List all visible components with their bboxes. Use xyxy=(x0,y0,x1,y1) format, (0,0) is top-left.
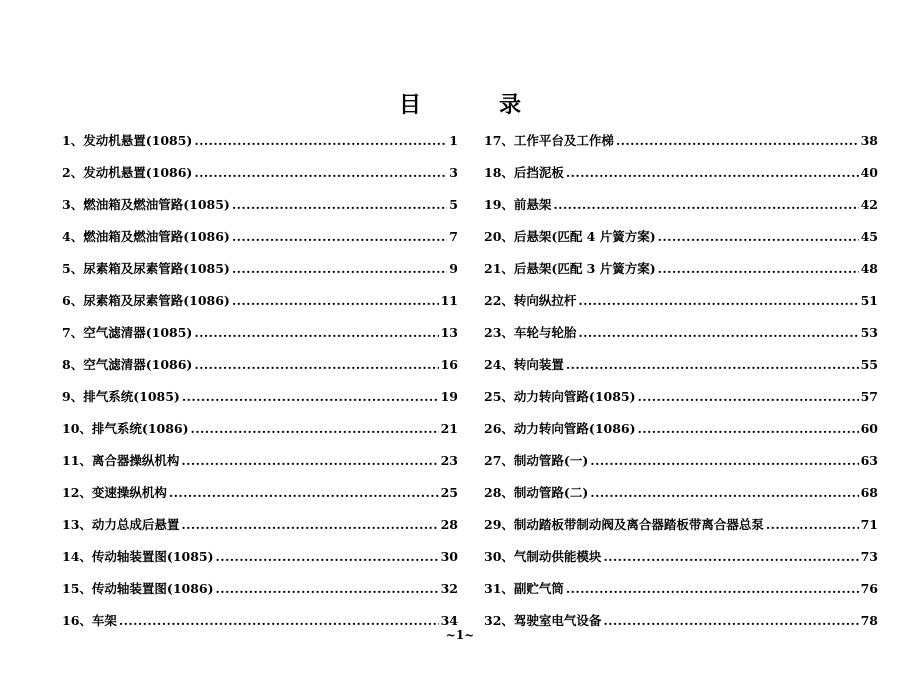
toc-dot-leader xyxy=(566,581,859,597)
toc-entry[interactable] xyxy=(62,217,458,249)
toc-entry[interactable] xyxy=(484,537,878,569)
toc-entry[interactable] xyxy=(62,281,458,313)
toc-entry-number: 1、 xyxy=(62,133,84,148)
toc-entry[interactable] xyxy=(62,185,458,217)
toc-entry-page: 23 xyxy=(440,453,458,468)
toc-entry-title: 燃油箱及燃油管路(1085) xyxy=(83,197,230,212)
toc-entry-number: 9、 xyxy=(62,389,84,404)
toc-entry-title: 变速操纵机构 xyxy=(91,485,167,500)
toc-entry-title: 后挡泥板 xyxy=(513,165,564,180)
toc-entry-title: 气制动供能模块 xyxy=(513,549,602,564)
toc-entry-number: 8、 xyxy=(62,357,84,372)
toc-entry-title: 车架 xyxy=(91,613,117,628)
toc-entry-page: 3 xyxy=(449,165,458,180)
toc-entry-page: 42 xyxy=(860,197,878,212)
toc-dot-leader xyxy=(194,133,447,149)
toc-entry-page: 45 xyxy=(860,229,878,244)
toc-dot-leader xyxy=(638,389,859,405)
toc-entry-title: 尿素箱及尿素管路(1086) xyxy=(83,293,230,308)
toc-dot-leader xyxy=(232,293,439,309)
toc-dot-leader xyxy=(216,549,439,565)
toc-entry-title: 车轮与轮胎 xyxy=(513,325,577,340)
toc-dot-leader xyxy=(191,421,439,437)
toc-entry-title: 动力转向管路(1085) xyxy=(513,389,636,404)
toc-entry-title: 排气系统(1085) xyxy=(83,389,180,404)
toc-entry-page: 5 xyxy=(449,197,458,212)
toc-entry-page: 13 xyxy=(440,325,458,340)
toc-entry[interactable] xyxy=(62,569,458,601)
toc-entry-page: 55 xyxy=(860,357,878,372)
toc-entry-title: 传动轴装置图(1085) xyxy=(91,549,214,564)
toc-entry-page: 16 xyxy=(440,357,458,372)
toc-dot-leader xyxy=(766,517,859,533)
toc-entry[interactable] xyxy=(62,505,458,537)
toc-entry-number: 3、 xyxy=(62,197,84,212)
toc-entry[interactable] xyxy=(484,217,878,249)
toc-dot-leader xyxy=(658,229,859,245)
toc-dot-leader xyxy=(638,421,859,437)
toc-entry[interactable] xyxy=(484,121,878,153)
toc-entry-number: 20、 xyxy=(484,229,514,244)
toc-dot-leader xyxy=(553,197,858,213)
toc-entry-page: 60 xyxy=(860,421,878,436)
toc-entry-page: 76 xyxy=(860,581,878,596)
toc-entry-number: 13、 xyxy=(62,517,92,532)
toc-entry-title: 传动轴装置图(1086) xyxy=(91,581,214,596)
toc-entry-number: 6、 xyxy=(62,293,84,308)
toc-entry[interactable] xyxy=(484,313,878,345)
toc-entry-title: 空气滤清器(1085) xyxy=(83,325,193,340)
toc-entry-page: 7 xyxy=(449,229,458,244)
toc-dot-leader xyxy=(194,357,438,373)
toc-entry-number: 32、 xyxy=(484,613,514,628)
toc-entry-number: 18、 xyxy=(484,165,514,180)
toc-entry[interactable] xyxy=(484,473,878,505)
toc-entry-title: 后悬架(匹配 4 片簧方案) xyxy=(513,229,656,244)
toc-entry-title: 燃油箱及燃油管路(1086) xyxy=(83,229,230,244)
toc-entry-page: 73 xyxy=(860,549,878,564)
toc-entry-title: 空气滤清器(1086) xyxy=(83,357,193,372)
toc-dot-leader xyxy=(232,261,447,277)
toc-right-column xyxy=(484,121,878,633)
toc-dot-leader xyxy=(232,229,447,245)
toc-entry-number: 21、 xyxy=(484,261,514,276)
toc-entry-number: 30、 xyxy=(484,549,514,564)
toc-entry-title: 发动机悬置(1086) xyxy=(83,165,193,180)
toc-entry[interactable] xyxy=(62,249,458,281)
toc-entry-page: 9 xyxy=(449,261,458,276)
toc-entry-number: 26、 xyxy=(484,421,514,436)
toc-entry-page: 53 xyxy=(860,325,878,340)
toc-dot-leader xyxy=(181,453,438,469)
toc-entry-number: 14、 xyxy=(62,549,92,564)
toc-dot-leader xyxy=(658,261,859,277)
toc-dot-leader xyxy=(566,357,859,373)
page-title: 目 录 xyxy=(398,92,549,118)
toc-entry-page: 78 xyxy=(860,613,878,628)
toc-entry[interactable] xyxy=(484,409,878,441)
toc-entry-page: 40 xyxy=(860,165,878,180)
toc-entry[interactable] xyxy=(484,569,878,601)
toc-entry[interactable] xyxy=(484,281,878,313)
toc-dot-leader xyxy=(181,517,438,533)
toc-entry-title: 副贮气筒 xyxy=(513,581,564,596)
toc-entry-number: 27、 xyxy=(484,453,514,468)
toc-entry[interactable] xyxy=(62,409,458,441)
toc-entry-title: 制动踏板带制动阀及离合器踏板带离合器总泵 xyxy=(513,517,764,532)
toc-entry-page: 32 xyxy=(440,581,458,596)
toc-entry-number: 23、 xyxy=(484,325,514,340)
toc-entry-title: 发动机悬置(1085) xyxy=(83,133,193,148)
toc-entry-page: 68 xyxy=(860,485,878,500)
toc-entry-page: 34 xyxy=(440,613,458,628)
toc-entry-page: 11 xyxy=(440,293,458,308)
toc-entry-title: 制动管路(一) xyxy=(513,453,589,468)
toc-entry-number: 10、 xyxy=(62,421,92,436)
page-number: ~1~ xyxy=(445,628,475,642)
toc-entry[interactable] xyxy=(62,153,458,185)
toc-entry[interactable] xyxy=(62,377,458,409)
toc-dot-leader xyxy=(182,389,439,405)
toc-entry-title: 排气系统(1086) xyxy=(91,421,189,436)
toc-entry-number: 12、 xyxy=(62,485,92,500)
toc-entry-number: 5、 xyxy=(62,261,84,276)
toc-entry-title: 驾驶室电气设备 xyxy=(513,613,602,628)
toc-dot-leader xyxy=(169,485,439,501)
toc-dot-leader xyxy=(119,613,439,629)
toc-entry-number: 4、 xyxy=(62,229,84,244)
toc-entry-title: 后悬架(匹配 3 片簧方案) xyxy=(513,261,656,276)
toc-entry[interactable] xyxy=(62,313,458,345)
toc-entry-title: 动力总成后悬置 xyxy=(91,517,180,532)
toc-entry-page: 51 xyxy=(860,293,878,308)
toc-entry-title: 尿素箱及尿素管路(1085) xyxy=(83,261,230,276)
toc-entry[interactable] xyxy=(484,153,878,185)
toc-entry[interactable] xyxy=(484,377,878,409)
toc-dot-leader xyxy=(578,325,858,341)
toc-entry-number: 17、 xyxy=(484,133,514,148)
toc-entry-number: 28、 xyxy=(484,485,514,500)
toc-dot-leader xyxy=(232,197,447,213)
toc-entry-number: 11、 xyxy=(62,453,92,468)
toc-entry-number: 15、 xyxy=(62,581,92,596)
toc-entry-page: 71 xyxy=(860,517,878,532)
toc-entry-page: 57 xyxy=(860,389,878,404)
toc-entry[interactable] xyxy=(62,473,458,505)
toc-entry-page: 1 xyxy=(449,133,458,148)
toc-entry-number: 2、 xyxy=(62,165,84,180)
toc-entry-page: 25 xyxy=(440,485,458,500)
toc-entry[interactable] xyxy=(62,537,458,569)
toc-entry-page: 63 xyxy=(860,453,878,468)
toc-entry-number: 16、 xyxy=(62,613,92,628)
toc-dot-leader xyxy=(566,165,859,181)
toc-entry-number: 24、 xyxy=(484,357,514,372)
toc-dot-leader xyxy=(194,165,447,181)
toc-entry-number: 7、 xyxy=(62,325,84,340)
toc-entry[interactable] xyxy=(484,249,878,281)
toc-dot-leader xyxy=(603,613,858,629)
toc-entry[interactable] xyxy=(484,345,878,377)
toc-entry-number: 29、 xyxy=(484,517,514,532)
toc-entry-number: 22、 xyxy=(484,293,514,308)
toc-entry[interactable] xyxy=(484,505,878,537)
toc-left-column xyxy=(62,121,458,633)
toc-entry-page: 19 xyxy=(440,389,458,404)
toc-entry[interactable] xyxy=(62,345,458,377)
toc-entry-number: 25、 xyxy=(484,389,514,404)
toc-dot-leader xyxy=(194,325,438,341)
toc-entry[interactable] xyxy=(484,185,878,217)
toc-entry[interactable] xyxy=(62,121,458,153)
toc-entry-title: 工作平台及工作梯 xyxy=(513,133,614,148)
toc-entry-page: 21 xyxy=(440,421,458,436)
toc-entry-page: 48 xyxy=(860,261,878,276)
toc-dot-leader xyxy=(590,453,858,469)
toc-entry-number: 31、 xyxy=(484,581,514,596)
toc-dot-leader xyxy=(603,549,858,565)
toc-entry-title: 离合器操纵机构 xyxy=(91,453,180,468)
toc-entry-title: 转向纵拉杆 xyxy=(513,293,577,308)
toc-entry-page: 38 xyxy=(860,133,878,148)
toc-dot-leader xyxy=(616,133,859,149)
toc-dot-leader xyxy=(590,485,858,501)
toc-entry-page: 30 xyxy=(440,549,458,564)
toc-entry[interactable] xyxy=(484,441,878,473)
toc-entry-number: 19、 xyxy=(484,197,514,212)
toc-dot-leader xyxy=(216,581,439,597)
toc-entry-title: 制动管路(二) xyxy=(513,485,589,500)
toc-entry[interactable] xyxy=(62,441,458,473)
toc-entry-page: 28 xyxy=(440,517,458,532)
toc-entry-title: 动力转向管路(1086) xyxy=(513,421,636,436)
toc-entry-title: 前悬架 xyxy=(513,197,552,212)
toc-dot-leader xyxy=(578,293,858,309)
toc-entry-title: 转向装置 xyxy=(513,357,564,372)
